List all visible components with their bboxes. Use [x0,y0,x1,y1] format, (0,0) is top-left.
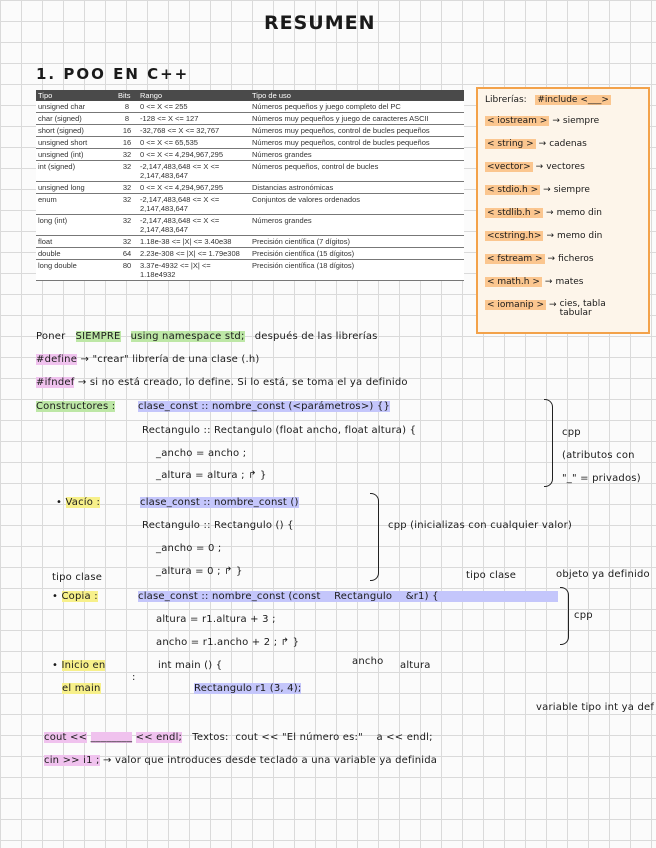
table-row [36,182,464,194]
code-line [156,566,243,577]
library-tag: < stdio.h > [487,185,539,195]
table-cell: Números muy pequeños y juego de caracteres ASCII [250,113,464,125]
table-cell: Precisión científica (15 dígitos) [250,248,464,260]
library-tag: <cstring.h> [487,231,542,241]
arrow-icon: → [538,139,547,149]
arrow-icon: → [547,254,556,264]
annotation: objeto ya definido [556,569,650,580]
main-label-2 [62,683,101,694]
table-header-cell: Tipo de uso [250,90,464,101]
library-item [485,116,599,126]
table-row [36,137,464,149]
table-cell: Precisión científica (7 dígitos) [250,236,464,248]
annotation: tipo clase [466,570,517,581]
table-header-row [36,90,464,101]
note-using-namespace [36,331,378,342]
cout-line [44,732,433,743]
table-cell: 16 [116,125,138,137]
bullet-icon: • [52,591,59,602]
table-cell: -2,147,483,648 <= X <= 2,147,483,647 [138,161,250,182]
arrow-icon: → [552,116,560,126]
cin-line [44,755,437,766]
table-cell: char (signed) [36,113,116,125]
library-tag: <vector> [487,162,531,172]
empty-constructor-label [56,497,100,508]
keyword-ifndef: #ifndef [36,377,75,388]
library-desc: vectores [546,162,585,172]
table-cell: -32,768 <= X <= 32,767 [138,125,250,137]
constructor-signature [138,591,558,602]
table-cell: -2,147,483,648 <= X <= 2,147,483,647 [138,215,250,236]
table-cell: long double [36,260,116,281]
library-desc: siempre [553,185,590,195]
library-item [485,139,587,149]
table-row [36,236,464,248]
annotation: ancho [352,656,384,667]
library-desc: memo din [556,208,602,218]
library-tag: < iomanip > [487,300,545,310]
table-cell: Conjuntos de valores ordenados [250,194,464,215]
library-tag: < string > [487,139,534,149]
table-cell: double [36,248,116,260]
arrow-icon: → [77,377,87,388]
code-line: Rectangulo r1 (3, 4); [194,683,302,694]
table-row [36,149,464,161]
constructors-label: Constructores : [36,401,116,412]
table-cell: Números muy pequeños, control de bucles pequeños [250,137,464,149]
code-blank: ________ [90,732,133,743]
note-emphasis: SIEMPRE [75,331,121,342]
code-line: _ancho = ancho ; [156,448,247,459]
table-cell: 0 <= X <= 65,535 [138,137,250,149]
library-desc: memo din [556,231,603,241]
brace-shape [370,493,379,581]
libraries-header-label: Librerías: [485,95,527,105]
table-cell: 8 [116,101,138,113]
code-line: altura = r1.altura + 3 ; [156,614,276,625]
table-row [36,113,464,125]
table-cell: short (signed) [36,125,116,137]
data-types-table [36,90,464,281]
library-tag: < iostream > [487,116,548,126]
table-row [36,125,464,137]
table-cell: unsigned long [36,182,116,194]
label-text: Inicio en [61,660,106,671]
code-text: cout << "El número es:" [235,732,363,743]
note-define [36,354,259,365]
code-line: Rectangulo :: Rectangulo () { [142,520,294,531]
code-text: &r1) { [405,591,439,602]
side-note: cpp [574,610,593,621]
library-desc: cadenas [549,139,587,149]
table-header-cell: Rango [138,90,250,101]
arrow-icon: → [80,354,90,365]
include-tag: #include <___> [537,95,609,105]
arrow-icon: → [546,208,554,218]
table-header-cell: Tipo [36,90,116,101]
code-endl: << endl; [135,732,183,743]
arrow-icon: → [535,162,544,172]
code-text: clase_const :: nombre_const (const [138,591,321,602]
table-cell: -2,147,483,648 <= X <= 2,147,483,647 [138,194,250,215]
table-cell: float [36,236,116,248]
side-note: cpp [562,427,581,438]
page-title: RESUMEN [264,12,376,34]
library-item [485,254,594,264]
brace-shape [560,587,569,645]
label-text: Copia : [61,591,98,602]
table-cell: Distancias astronómicas [250,182,464,194]
table-cell: Números grandes [250,215,464,236]
table-cell: 32 [116,194,138,215]
label-text: Vacío : [65,497,101,508]
note-text: después de las librerías [254,331,378,342]
table-header-cell: Bits [116,90,138,101]
side-note: "_" = privados) [562,473,641,484]
colon: : [132,672,136,683]
code-text: << endl; [386,732,433,743]
side-note: cpp (inicializas con cualquier valor) [388,520,573,531]
note-text: → valor que introduces desde teclado a una variable ya definida [103,755,438,766]
table-cell: Números pequeños y juego completo del PC [250,101,464,113]
table-cell: Números pequeños, control de bucles [250,161,464,182]
table-cell: 3.37e-4932 <= |X| <= 1.18e4932 [138,260,250,281]
table-cell: 0 <= X <= 255 [138,101,250,113]
side-note: (atributos con [562,450,635,461]
table-cell: unsigned short [36,137,116,149]
table-cell: 32 [116,236,138,248]
table-row [36,194,464,215]
code-text: a [376,732,383,743]
code-text: _altura = altura ; [156,470,245,481]
annotation: tipo clase [52,572,103,583]
table-cell: Números muy pequeños, control de bucles pequeños [250,125,464,137]
arrow-icon: → [549,300,557,310]
note-text: si no está creado, lo define. Si lo está, se toma el ya definido [89,377,408,388]
constructor-signature: clase_const :: nombre_const () [140,497,299,508]
keyword-define: #define [36,354,78,365]
table-cell: long (int) [36,215,116,236]
code-line: _ancho = 0 ; [156,543,222,554]
table-cell: int (signed) [36,161,116,182]
table-cell: 80 [116,260,138,281]
arrow-icon: → [543,185,551,195]
table-cell: 32 [116,215,138,236]
library-tag: < fstream > [487,254,543,264]
library-item [485,277,583,287]
table-cell: Números grandes [250,149,464,161]
code-line: Rectangulo :: Rectangulo (float ancho, float altura) { [142,425,417,436]
table-row [36,260,464,281]
code-text: _altura = 0 ; [156,566,221,577]
library-desc: siempre [562,116,600,126]
library-item [485,231,602,241]
main-label [52,660,105,671]
code-text: ↱ } [248,470,267,481]
section-heading: 1. POO EN C++ [36,65,190,83]
table-cell: Precisión científica (18 dígitos) [250,260,464,281]
table-cell: 1.18e-38 <= |X| <= 3.40e38 [138,236,250,248]
code-text: Rectangulo [334,591,393,602]
brace-shape [544,399,553,487]
table-cell: 8 [116,113,138,125]
library-item [485,208,602,218]
table-cell: 0 <= X <= 4,294,967,295 [138,182,250,194]
constructor-signature: clase_const :: nombre_const (<parámetros>) {} [138,401,391,412]
table-cell: 0 <= X <= 4,294,967,295 [138,149,250,161]
table-row [36,215,464,236]
library-item [485,300,620,318]
code-line [156,637,299,648]
table-cell: enum [36,194,116,215]
table-cell: 64 [116,248,138,260]
code-line [156,470,267,481]
table-cell: 32 [116,161,138,182]
table-row [36,161,464,182]
table-cell: -128 <= X <= 127 [138,113,250,125]
table-cell: 32 [116,149,138,161]
table-cell: unsigned char [36,101,116,113]
bullet-icon: • [56,497,63,508]
bullet-icon: • [52,660,59,671]
code-text: ancho = r1.ancho + 2 ; [156,637,278,648]
library-item [485,162,585,172]
note-text: "crear" librería de una clase (.h) [92,354,260,365]
note-ifndef [36,377,408,388]
label-text: Textos: [192,732,229,743]
library-desc: mates [555,277,584,287]
annotation: altura [400,660,431,671]
code-snippet: using namespace std; [130,331,245,342]
note-text: Poner [36,331,66,342]
table-cell: unsigned (int) [36,149,116,161]
library-item [485,185,590,195]
library-desc: ficheros [558,254,594,264]
code-line: int main () { [158,660,223,671]
table-row [36,101,464,113]
copy-constructor-label [52,591,98,602]
library-tag: < stdlib.h > [487,208,542,218]
libraries-header [485,95,611,105]
table-cell: 2.23e-308 <= |X| <= 1.79e308 [138,248,250,260]
annotation: variable tipo int ya def [536,702,655,713]
table-cell: 32 [116,182,138,194]
libraries-box [476,87,650,334]
arrow-icon: → [546,231,554,241]
table-cell: 16 [116,137,138,149]
library-desc: cies, tabla tabular [559,299,606,318]
table-row [36,248,464,260]
label-text: el main [62,683,101,694]
library-tag: < math.h > [487,277,540,287]
arrow-icon: → [544,277,553,287]
code-text: ↱ } [280,637,300,648]
code-cout: cout << [44,732,88,743]
code-text: ↱ } [224,566,243,577]
code-cin: cin >> i1 ; [44,755,100,766]
